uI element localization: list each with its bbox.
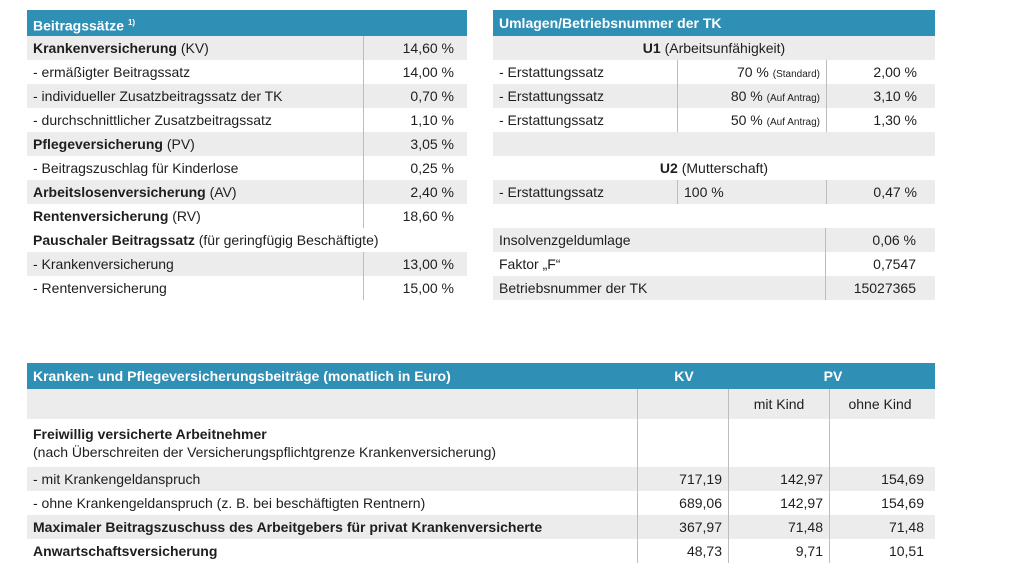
subheader-row <box>27 389 935 419</box>
beitraege-table <box>27 363 935 563</box>
pv-ohne-kind-value: 10,51 <box>829 539 930 563</box>
u1-heading-row <box>493 36 935 60</box>
rate-label: - Beitragszuschlag für Kinderlose <box>33 160 239 176</box>
faktor-row <box>493 252 935 276</box>
insolvenz-value: 0,06 % <box>825 228 922 252</box>
contribution-label: Maximaler Beitragszuschuss des Arbeitgebers für privat Krankenversicherte <box>33 519 543 535</box>
u1-note: (Auf Antrag) <box>766 93 820 104</box>
betriebsnummer-label: Betriebsnummer der TK <box>499 280 648 296</box>
col-pv-header: PV <box>823 368 843 384</box>
u1-note: (Standard) <box>772 69 820 80</box>
beitragssaetze-header <box>27 10 467 36</box>
u2-value: 0,47 % <box>826 180 923 204</box>
pv-mit-kind-value: 9,71 <box>728 539 829 563</box>
insolvenz-row <box>493 228 935 252</box>
kv-value: 717,19 <box>637 467 728 491</box>
umlagen-table <box>493 10 935 300</box>
pv-ohne-kind-value: 154,69 <box>829 491 930 515</box>
rate-row <box>27 156 467 180</box>
u1-value: 1,30 % <box>826 108 923 132</box>
rate-row <box>27 84 467 108</box>
rate-label: Arbeitslosenversicherung (AV) <box>33 184 237 200</box>
u2-row <box>493 180 935 204</box>
pauschal-rate-value: 15,00 % <box>363 276 460 300</box>
rate-row <box>27 36 467 60</box>
rate-value: 14,00 % <box>363 60 460 84</box>
rate-label: Rentenversicherung (RV) <box>33 208 201 224</box>
u1-label: - Erstattungssatz <box>499 112 605 128</box>
pauschal-rate-row <box>27 252 467 276</box>
freiwillig-row <box>27 419 935 467</box>
rate-row <box>27 132 467 156</box>
pv-mit-kind-value: 142,97 <box>728 467 829 491</box>
u1-label: - Erstattungssatz <box>499 88 605 104</box>
insolvenz-label: Insolvenzgeldumlage <box>499 232 631 248</box>
rate-value: 2,40 % <box>363 180 460 204</box>
u2-label: - Erstattungssatz <box>499 184 605 200</box>
rate-value: 1,10 % <box>363 108 460 132</box>
rate-value: 0,25 % <box>363 156 460 180</box>
contribution-label: Anwartschaftsversicherung <box>33 543 218 559</box>
betriebsnummer-value: 15027365 <box>825 276 922 300</box>
contribution-row <box>27 491 935 515</box>
rate-label: - durchschnittlicher Zusatzbeitragssatz <box>33 112 272 128</box>
pv-mit-kind-value: 142,97 <box>728 491 829 515</box>
u1-row <box>493 60 935 84</box>
beitragssaetze-title: Beitragssätze <box>33 17 125 34</box>
beitraege-title: Kranken- und Pflegeversicherungsbeiträge (monatlich in Euro) <box>33 368 451 384</box>
umlagen-header <box>493 10 935 36</box>
rate-label: - ermäßigter Beitragssatz <box>33 64 191 80</box>
rate-value: 3,05 % <box>363 132 460 156</box>
beitragssaetze-table <box>27 10 467 300</box>
pauschal-rate-value: 13,00 % <box>363 252 460 276</box>
u1-value: 3,10 % <box>826 84 923 108</box>
col-mit-kind: mit Kind <box>728 389 829 419</box>
u1-pct: 80 % (Auf Antrag) <box>677 84 826 108</box>
rate-value: 14,60 % <box>363 36 460 60</box>
rate-row <box>27 204 467 228</box>
u2-heading-row <box>493 156 935 180</box>
pv-mit-kind-value: 71,48 <box>728 515 829 539</box>
rate-row <box>27 108 467 132</box>
kv-value: 367,97 <box>637 515 728 539</box>
u1-note: (Auf Antrag) <box>766 117 820 128</box>
beitraege-header <box>27 363 935 389</box>
umlagen-title: Umlagen/Betriebsnummer der TK <box>499 15 722 31</box>
u1-pct: 70 % (Standard) <box>677 60 826 84</box>
u1-pct: 50 % (Auf Antrag) <box>677 108 826 132</box>
rate-row <box>27 180 467 204</box>
rate-label: - individueller Zusatzbeitragssatz der TK <box>33 88 283 104</box>
betriebsnummer-row <box>493 276 935 300</box>
kv-value: 48,73 <box>637 539 728 563</box>
pv-ohne-kind-value: 154,69 <box>829 467 930 491</box>
rate-value: 18,60 % <box>363 204 460 228</box>
freiwillig-label: Freiwillig versicherte Arbeitnehmer (nach Überschreiten der Versicherungspflichtgrenze Krankenversicherung) <box>33 426 497 460</box>
pv-ohne-kind-value: 71,48 <box>829 515 930 539</box>
contribution-label: - mit Krankengeldanspruch <box>33 471 201 487</box>
u1-heading: U1 (Arbeitsunfähigkeit) <box>642 40 786 56</box>
footnote-marker: 1) <box>127 18 136 27</box>
kv-value: 689,06 <box>637 491 728 515</box>
u1-value: 2,00 % <box>826 60 923 84</box>
contribution-label: - ohne Krankengeldanspruch (z. B. bei beschäftigten Rentnern) <box>33 495 426 511</box>
u2-pct: 100 % <box>677 180 826 204</box>
pauschal-rate-row <box>27 276 467 300</box>
rate-row <box>27 60 467 84</box>
u1-row <box>493 84 935 108</box>
pauschal-rate-label: - Rentenversicherung <box>33 280 167 296</box>
contribution-row <box>27 539 935 563</box>
col-kv-header: KV <box>674 368 694 384</box>
rate-value: 0,70 % <box>363 84 460 108</box>
u1-row <box>493 108 935 132</box>
pauschal-rate-label: - Krankenversicherung <box>33 256 174 272</box>
pauschal-label: Pauschaler Beitragssatz (für geringfügig Beschäftigte) <box>33 232 379 248</box>
spacer-row <box>493 204 935 228</box>
col-ohne-kind: ohne Kind <box>829 389 930 419</box>
contribution-row <box>27 467 935 491</box>
faktor-label: Faktor „F“ <box>499 256 561 272</box>
faktor-value: 0,7547 <box>825 252 922 276</box>
rate-label: Krankenversicherung (KV) <box>33 40 209 56</box>
rate-label: Pflegeversicherung (PV) <box>33 136 195 152</box>
u1-label: - Erstattungssatz <box>499 64 605 80</box>
spacer-row <box>493 132 935 156</box>
contribution-row <box>27 515 935 539</box>
u2-heading: U2 (Mutterschaft) <box>659 160 769 176</box>
pauschal-row <box>27 228 467 252</box>
